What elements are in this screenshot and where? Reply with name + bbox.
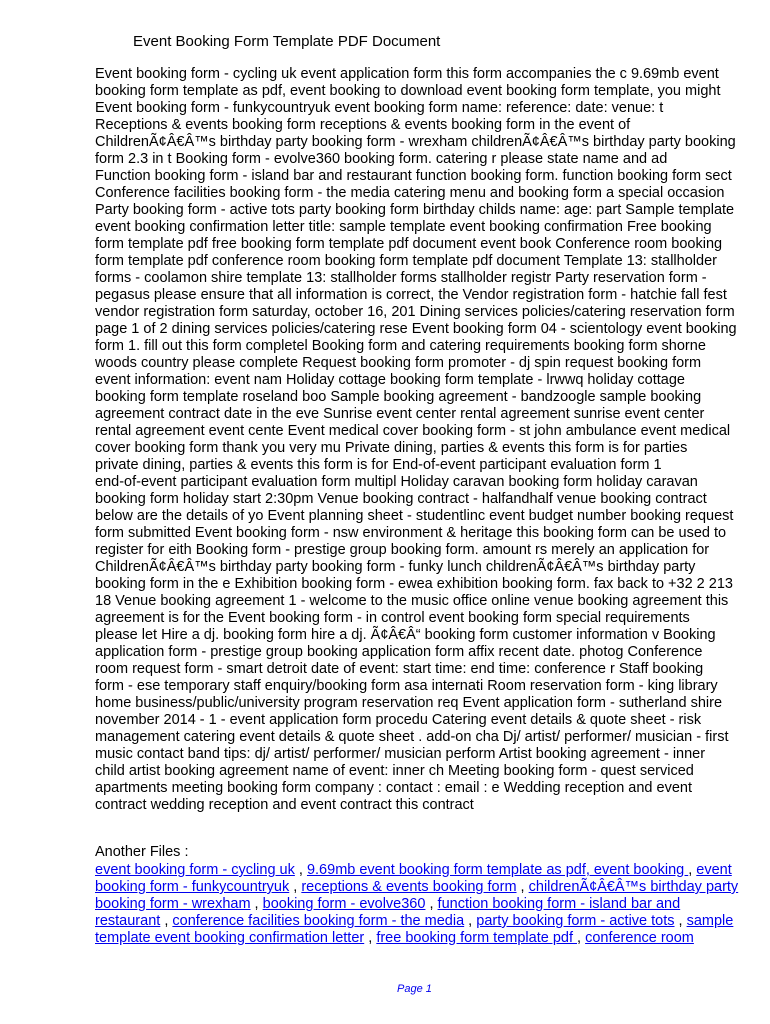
body-line: november 2014 - 1 - event application form procedu Catering event details & quote sheet - risk xyxy=(95,712,702,728)
related-file-link[interactable]: free booking form template pdf xyxy=(376,930,578,946)
link-separator: , xyxy=(250,896,263,912)
related-file-link[interactable]: conference room xyxy=(585,930,694,946)
body-line: 18 Venue booking agreement 1 - welcome to the music office online venue booking agreement this xyxy=(95,593,729,609)
link-separator: , xyxy=(160,913,173,929)
related-file-link[interactable]: booking form - wrexham xyxy=(95,896,251,912)
related-file-link[interactable]: booking form - funkycountryuk xyxy=(95,879,290,895)
related-file-link[interactable]: function booking form - island bar and xyxy=(437,896,681,912)
related-file-link[interactable]: template event booking confirmation letter xyxy=(95,930,365,946)
body-line: form 2.3 in t Booking form - evolve360 booking form. catering r please state name and ad xyxy=(95,151,668,167)
body-line: booking form in the e Exhibition booking form - ewea exhibition booking form. fax back to +32 2 213 xyxy=(95,576,733,592)
related-file-link[interactable]: event booking form - cycling uk xyxy=(95,862,295,878)
link-line xyxy=(95,896,743,913)
body-line: end-of-event participant evaluation form multipl Holiday caravan booking form holiday caravan xyxy=(95,474,698,490)
body-line: booking form template roseland boo Sample booking agreement - bandzoogle sample booking xyxy=(95,389,702,405)
link-separator: , xyxy=(688,862,697,878)
link-line xyxy=(95,930,743,947)
body-line: form 1. fill out this form completel Booking form and catering requirements booking form shorne xyxy=(95,338,706,354)
body-line: below are the details of yo Event planning sheet - studentlinc event budget number booking request xyxy=(95,508,734,524)
link-separator: , xyxy=(294,862,307,878)
link-separator: , xyxy=(425,896,438,912)
related-file-link[interactable]: sample xyxy=(686,913,734,929)
related-file-link[interactable]: receptions & events booking form xyxy=(301,879,517,895)
document-body xyxy=(95,66,743,814)
body-line: apartments meeting booking form company : contact : email : e Wedding reception and event xyxy=(95,780,692,796)
body-line: room request form - smart detroit date of event: start time: end time: conference r Staff booking xyxy=(95,661,704,677)
another-files-label: Another Files : xyxy=(95,844,189,860)
link-line xyxy=(95,879,743,896)
body-line: form template pdf free booking form template pdf document event book Conference room booking xyxy=(95,236,723,252)
related-links xyxy=(95,862,743,947)
body-line: Event booking form - cycling uk event application form this form accompanies the c 9.69mb event xyxy=(95,66,719,82)
related-file-link[interactable]: childrenÃ¢Â€Â™s birthday party xyxy=(528,879,739,895)
body-line: agreement contract date in the eve Sunrise event center rental agreement sunrise event center xyxy=(95,406,705,422)
body-line: please let Hire a dj. booking form hire a dj. Ã¢Â€Â“ booking form customer information v Booking xyxy=(95,627,716,643)
page-title: Event Booking Form Template PDF Document xyxy=(133,33,441,50)
page-number: Page 1 xyxy=(397,983,432,995)
body-line: agreement is for the Event booking form - in control event booking form special requirements xyxy=(95,610,690,626)
related-file-link[interactable]: restaurant xyxy=(95,913,161,929)
body-line: application form - prestige group booking application form affix recent date. photog Conference xyxy=(95,644,703,660)
body-line: rental agreement event cente Event medical cover booking form - st john ambulance event medical xyxy=(95,423,731,439)
related-file-link[interactable]: party booking form - active tots xyxy=(476,913,675,929)
link-separator: , xyxy=(577,930,586,946)
body-line: child artist booking agreement name of event: inner ch Meeting booking form - quest serviced xyxy=(95,763,694,779)
link-line xyxy=(95,913,743,930)
link-separator: , xyxy=(464,913,477,929)
body-line: music contact band tips: dj/ artist/ performer/ musician perform Artist booking agreement - inner xyxy=(95,746,706,762)
link-separator: , xyxy=(516,879,529,895)
body-line: Event booking form - funkycountryuk event booking form name: reference: date: venue: t xyxy=(95,100,664,116)
body-line: vendor registration form saturday, october 16, 201 Dining services policies/catering reservation form xyxy=(95,304,735,320)
link-separator: , xyxy=(674,913,687,929)
body-line: Conference facilities booking form - the media catering menu and booking form a special occasion xyxy=(95,185,725,201)
body-line: woods country please complete Request booking form promoter - dj spin request booking form xyxy=(95,355,702,371)
link-separator: , xyxy=(364,930,377,946)
body-line: private dining, parties & events this form is for End-of-event participant evaluation form 1 xyxy=(95,457,662,473)
related-file-link[interactable]: booking form - evolve360 xyxy=(262,896,426,912)
body-line: form template pdf conference room booking form template pdf document Template 13: stallholder xyxy=(95,253,717,269)
body-line: Function booking form - island bar and restaurant function booking form. function booking form sect xyxy=(95,168,732,184)
link-line xyxy=(95,862,743,879)
body-line: Receptions & events booking form receptions & events booking form in the event of xyxy=(95,117,631,133)
body-line: ChildrenÃ¢Â€Â™s birthday party booking form - funky lunch childrenÃ¢Â€Â™s birthday party xyxy=(95,559,696,575)
body-line: event information: event nam Holiday cottage booking form template - lrwwq holiday cottage xyxy=(95,372,685,388)
related-file-link[interactable]: event xyxy=(696,862,732,878)
body-line: event booking confirmation letter title: sample template event booking confirmation Free booking xyxy=(95,219,712,235)
body-line: booking form holiday start 2:30pm Venue booking contract - halfandhalf venue booking contract xyxy=(95,491,707,507)
body-line: page 1 of 2 dining services policies/catering rese Event booking form 04 - scientology event booking xyxy=(95,321,737,337)
body-line: forms - coolamon shire template 13: stallholder forms stallholder registr Party reservation form - xyxy=(95,270,707,286)
body-line: pegasus please ensure that all information is correct, the Vendor registration form - hatchie fall fest xyxy=(95,287,727,303)
body-line: management catering event details & quote sheet . add-on cha Dj/ artist/ performer/ musician - first xyxy=(95,729,729,745)
related-file-link[interactable]: 9.69mb event booking form template as pdf, event booking xyxy=(306,862,689,878)
body-line: Party booking form - active tots party booking form birthday childs name: age: part Sample template xyxy=(95,202,735,218)
body-line: form - ese temporary staff enquiry/booking form asa internati Room reservation form - king library xyxy=(95,678,718,694)
body-line: contract wedding reception and event contract this contract xyxy=(95,797,474,813)
link-separator: , xyxy=(289,879,302,895)
body-line: home business/public/university program reservation req Event application form - sutherland shire xyxy=(95,695,723,711)
body-line: booking form template as pdf, event booking to download event booking form template, you might xyxy=(95,83,721,99)
body-line: form submitted Event booking form - nsw environment & heritage this booking form can be used to xyxy=(95,525,727,541)
body-line: ChildrenÃ¢Â€Â™s birthday party booking form - wrexham childrenÃ¢Â€Â™s birthday party booking xyxy=(95,134,736,150)
related-file-link[interactable]: conference facilities booking form - the media xyxy=(172,913,465,929)
body-line: cover booking form thank you very mu Private dining, parties & events this form is for parties xyxy=(95,440,688,456)
body-line: register for eith Booking form - prestige group booking form. amount rs merely an application for xyxy=(95,542,710,558)
